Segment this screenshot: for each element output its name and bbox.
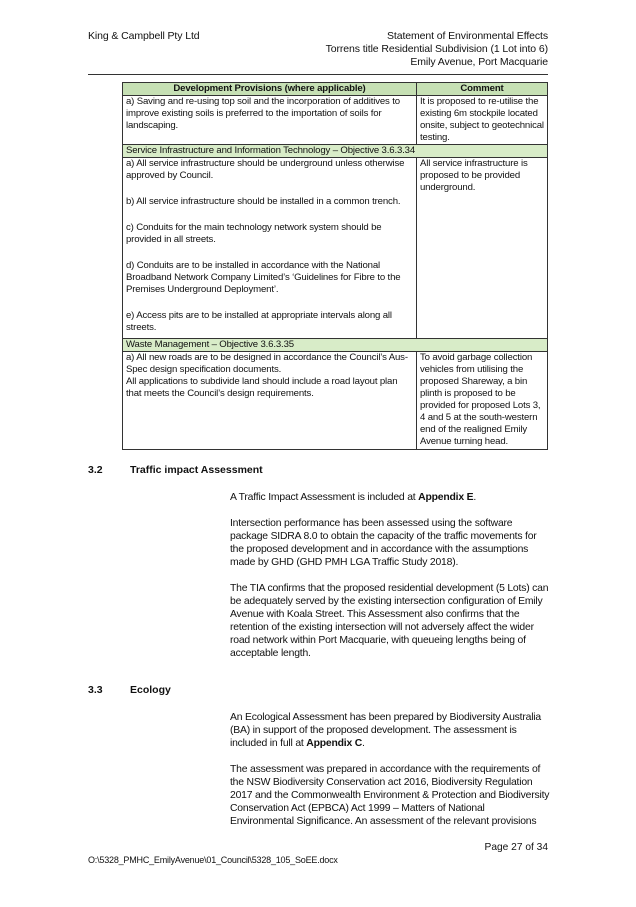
provision-item: c) Conduits for the main technology network system should be provided in all streets.: [126, 222, 382, 245]
document-location: Emily Avenue, Port Macquarie: [410, 56, 548, 68]
section-3-2-body: [230, 491, 550, 673]
document-subtitle: Torrens title Residential Subdivision (1 Lot into 6): [325, 43, 548, 55]
provision-item: All applications to subdivide land should include a road layout plan that meets the Council’s design requirements.: [126, 376, 398, 399]
provisions-table: [122, 82, 548, 450]
provision-item: d) Conduits are to be installed in accordance with the National Broadband Network Company Limited’s ‘Guidelines for Fibre to the Premises Underground Deployment’.: [126, 260, 401, 295]
appendix-reference: Appendix E: [418, 492, 474, 503]
company-name: King & Campbell Pty Ltd: [88, 30, 200, 42]
provision-item: a) All new roads are to be designed in accordance the Council’s Aus-Spec design specification documents.: [126, 352, 408, 375]
file-path: O:\5328_PMHC_EmilyAvenue\01_Council\5328_105_SoEE.docx: [88, 855, 338, 865]
page-number: Page 27 of 34: [484, 842, 548, 853]
section-heading-service-infrastructure: Service Infrastructure and Information Technology – Objective 3.6.3.34: [123, 145, 548, 158]
section-title: Traffic impact Assessment: [130, 464, 263, 476]
paragraph: An Ecological Assessment has been prepared by Biodiversity Australia (BA) in support of the proposed development. The assessment is included in full at Appendix C.: [230, 712, 541, 749]
section-title: Ecology: [130, 684, 171, 696]
table-row: [123, 96, 548, 145]
provision-cell: [123, 352, 417, 450]
section-3-3-body: [230, 711, 550, 841]
paragraph: The TIA confirms that the proposed residential development (5 Lots) can be adequately served by the existing intersection configuration of Emily Avenue with Koala Street. This Assessment also confirms that the retention of the existing intersection will not adversely affect the wider road network within Port Macquarie, with queueing lengths being of acceptable length.: [230, 583, 549, 659]
paragraph: A Traffic Impact Assessment is included at Appendix E.: [230, 492, 476, 503]
provision-item: b) All service infrastructure should be installed in a common trench.: [126, 196, 401, 207]
section-heading-3-3: [88, 684, 171, 696]
document-title: Statement of Environmental Effects: [387, 30, 548, 42]
comment-cell: All service infrastructure is proposed to be provided underground.: [417, 158, 548, 339]
section-number: 3.3: [88, 684, 103, 696]
comment-cell: It is proposed to re-utilise the existing 6m stockpile located onsite, subject to geotechnical testing.: [417, 96, 548, 145]
table-row: [123, 352, 548, 450]
document-header: [326, 30, 548, 69]
section-row: [123, 145, 548, 158]
header-divider: [88, 74, 548, 75]
column-header-comment: Comment: [417, 83, 548, 96]
section-number: 3.2: [88, 464, 103, 476]
paragraph: The assessment was prepared in accordance with the requirements of the NSW Biodiversity Conservation act 2016, Biodiversity Regulation 2017 and the Commonwealth Environment & Protection and Biodiversity Conservation Act (EPBCA) Act 1999 – Matters of National Environmental Significance. An assessment of the relevant provisions: [230, 764, 550, 827]
comment-cell: To avoid garbage collection vehicles from utilising the proposed Shareway, a bin plinth is proposed to be provided for proposed Lots 3, 4 and 5 at the south-western end of the realigned Emily Avenue turning head.: [417, 352, 548, 450]
paragraph: Intersection performance has been assessed using the software package SIDRA 8.0 to obtain the capacity of the traffic movements for the proposed development and in accordance with the assumptions made by GHD (GHD PMH LGA Traffic Study 2018).: [230, 518, 537, 568]
section-heading-waste-management: Waste Management – Objective 3.6.3.35: [123, 339, 548, 352]
appendix-reference: Appendix C: [306, 738, 363, 749]
table-header-row: [123, 83, 548, 96]
section-heading-3-2: [88, 464, 263, 476]
provision-item: a) All service infrastructure should be underground unless otherwise approved by Council.: [126, 158, 405, 181]
section-row: [123, 339, 548, 352]
provision-cell: [123, 158, 417, 339]
column-header-provisions: Development Provisions (where applicable): [123, 83, 417, 96]
table-row: [123, 158, 548, 339]
provision-cell: a) Saving and re-using top soil and the incorporation of additives to improve existing soils is preferred to the importation of soils for landscaping.: [123, 96, 417, 145]
provision-item: e) Access pits are to be installed at appropriate intervals along all streets.: [126, 310, 392, 333]
